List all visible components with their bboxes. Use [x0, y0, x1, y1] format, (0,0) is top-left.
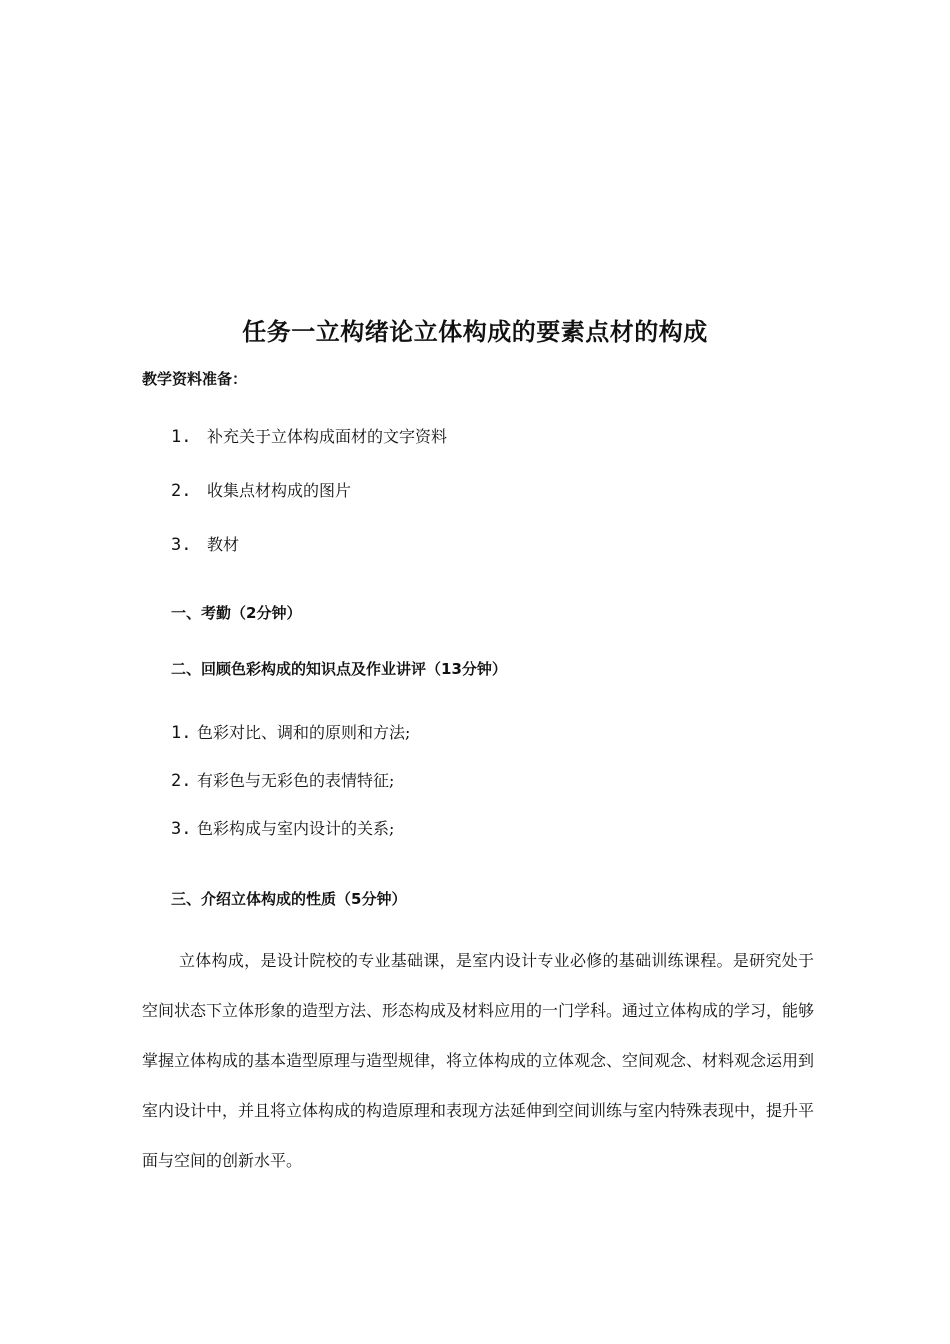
list-item-number: 2.: [171, 771, 192, 791]
list-item-text: 色彩构成与室内设计的关系;: [197, 819, 395, 838]
list-item-number: 1.: [171, 427, 192, 447]
list-item-text: 有彩色与无彩色的表情特征;: [197, 771, 395, 790]
list-item-number: 1.: [171, 723, 192, 743]
section-heading-attendance: 一、考勤（2分钟）: [171, 604, 302, 622]
list-item: [171, 424, 447, 447]
section-heading-review: 二、回顾色彩构成的知识点及作业讲评（13分钟）: [171, 660, 507, 678]
list-item-number: 3.: [171, 535, 192, 555]
page-title: 任务一立构绪论立体构成的要素点材的构成: [242, 318, 708, 346]
list-item: [171, 768, 394, 791]
list-item-number: 2.: [171, 481, 192, 501]
list-item: [171, 816, 394, 839]
section-heading-intro: 三、介绍立体构成的性质（5分钟）: [171, 890, 407, 908]
list-item-text: 色彩对比、调和的原则和方法;: [197, 723, 411, 742]
list-item: [171, 478, 351, 501]
intro-paragraph: 立体构成，是设计院校的专业基础课，是室内设计专业必修的基础训练课程。是研究处于空间状态下立体形象的造型方法、形态构成及材料应用的一门学科。通过立体构成的学习，能够掌握立体构成的基本造型原理与造型规律，将立体构成的立体观念、空间观念、材料观念运用到室内设计中，并且将立体构成的构造原理和表现方法延伸到空间训练与室内特殊表现中，提升平面与空间的创新水平。: [142, 951, 815, 1170]
list-item: [171, 532, 239, 555]
prep-label: 教学资料准备：: [142, 370, 248, 388]
list-item-text: 补充关于立体构成面材的文字资料: [207, 427, 448, 446]
list-item: [171, 720, 410, 743]
list-item-text: 教材: [207, 535, 240, 554]
list-item-text: 收集点材构成的图片: [207, 481, 352, 500]
list-item-number: 3.: [171, 819, 192, 839]
